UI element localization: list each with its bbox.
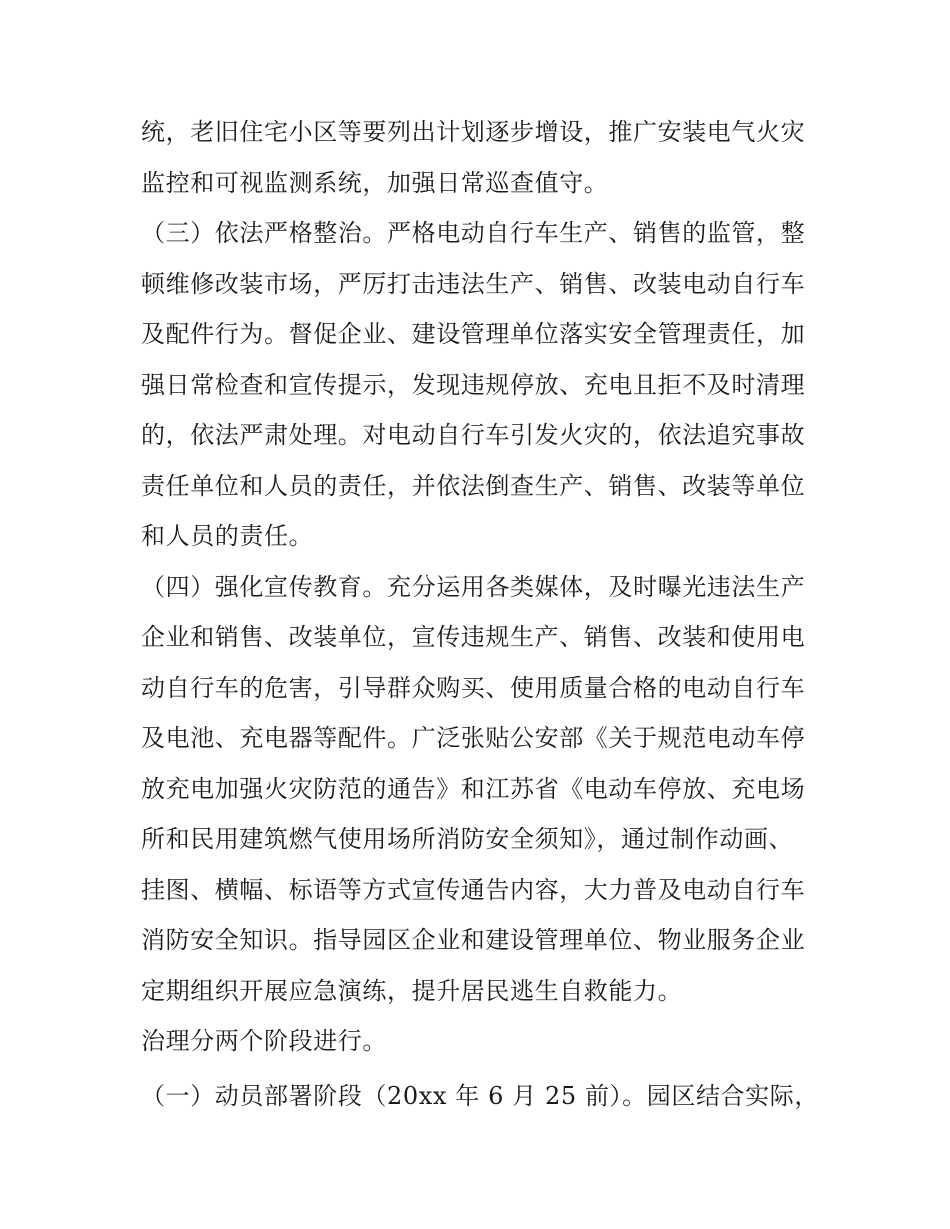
text-line: 及电池、充电器等配件。广泛张贴公安部《关于规范电动车停 bbox=[141, 724, 806, 752]
document-body bbox=[141, 107, 821, 1121]
text-line: 和人员的责任。 bbox=[141, 522, 314, 550]
text-line: 定期组织开展应急演练，提升居民逃生自救能力。 bbox=[141, 976, 683, 1005]
text-line: 治理分两个阶段进行。 bbox=[141, 1027, 387, 1055]
text-line: 企业和销售、改装单位，宣传违规生产、销售、改装和使用电 bbox=[141, 623, 806, 651]
section-heading-line: （一）动员部署阶段（20xx 年 6 月 25 前）。园区结合实际， bbox=[141, 1081, 819, 1110]
text-line: 及配件行为。督促企业、建设管理单位落实安全管理责任，加 bbox=[141, 320, 806, 348]
text-line: 强日常检查和宣传提示，发现违规停放、充电且拒不及时清理 bbox=[141, 370, 806, 399]
text-line: 顿维修改装市场，严厉打击违法生产、销售、改装电动自行车 bbox=[141, 269, 806, 298]
text-line: 所和民用建筑燃气使用场所消防安全须知》，通过制作动画、 bbox=[141, 825, 794, 853]
text-line: 动自行车的危害，引导群众购买、使用质量合格的电动自行车 bbox=[141, 673, 806, 702]
text-line: 的，依法严肃处理。对电动自行车引发火灾的，依法追究事故 bbox=[141, 421, 806, 449]
text-line: 责任单位和人员的责任，并依法倒查生产、销售、改装等单位 bbox=[141, 471, 806, 500]
text-line: 监控和可视监测系统，加强日常巡查值守。 bbox=[141, 168, 609, 197]
text-line: 放充电加强火灾防范的通告》和江苏省《电动车停放、充电场 bbox=[141, 774, 806, 803]
section-heading-line: （三）依法严格整治。严格电动自行车生产、销售的监管，整 bbox=[141, 219, 806, 247]
text-line: 消防安全知识。指导园区企业和建设管理单位、物业服务企业 bbox=[141, 926, 806, 954]
section-heading-line: （四）强化宣传教育。充分运用各类媒体，及时曝光违法生产 bbox=[141, 572, 806, 601]
text-line: 挂图、横幅、标语等方式宣传通告内容，大力普及电动自行车 bbox=[141, 875, 806, 904]
text-line: 统，老旧住宅小区等要列出计划逐步增设，推广安装电气火灾 bbox=[141, 118, 806, 146]
